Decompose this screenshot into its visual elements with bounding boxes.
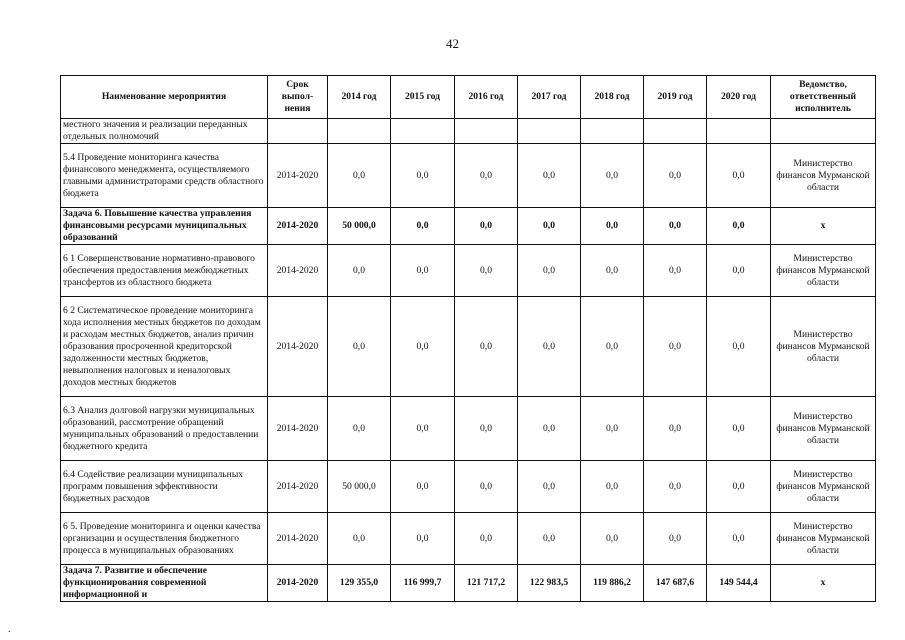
row-value: 0,0 — [581, 245, 644, 297]
row-value: 0,0 — [328, 397, 391, 461]
row-name: Задача 6. Повышение качества управления финансовыми ресурсами муниципальных образований — [61, 208, 268, 245]
row-name: местного значения и реализации переданных отдельных полномочий — [61, 119, 268, 144]
row-value — [518, 119, 581, 144]
row-value: 0,0 — [328, 513, 391, 565]
header-agency: Ведомство, ответственный исполнитель — [771, 76, 876, 119]
row-value: 0,0 — [391, 461, 455, 513]
row-value: 0,0 — [644, 513, 707, 565]
row-value: 0,0 — [391, 297, 455, 397]
table-row — [61, 513, 876, 565]
table-row — [61, 245, 876, 297]
table-row — [61, 208, 876, 245]
row-value: 122 983,5 — [518, 565, 581, 602]
row-value: 0,0 — [581, 397, 644, 461]
row-name: 6 1 Совершенствование нормативно-правового обеспечения предоставления межбюджетных трансфертов из областного бюджета — [61, 245, 268, 297]
row-value: 0,0 — [455, 297, 518, 397]
row-period — [268, 119, 328, 144]
row-period: 2014-2020 — [268, 513, 328, 565]
header-year: 2014 год — [328, 76, 391, 119]
row-value: 0,0 — [391, 397, 455, 461]
row-value: 129 355,0 — [328, 565, 391, 602]
page-number: 42 — [446, 36, 459, 51]
row-value: 0,0 — [707, 208, 771, 245]
row-value: 0,0 — [455, 513, 518, 565]
row-value: 121 717,2 — [455, 565, 518, 602]
row-value: 0,0 — [644, 245, 707, 297]
row-value: 0,0 — [644, 461, 707, 513]
row-value: 0,0 — [518, 513, 581, 565]
row-agency — [771, 119, 876, 144]
table-row — [61, 565, 876, 602]
table-row — [61, 119, 876, 144]
table-row — [61, 397, 876, 461]
header-period: Срок выпол-нения — [268, 76, 328, 119]
row-agency: Министерство финансов Мурманской области — [771, 397, 876, 461]
row-value: 0,0 — [518, 397, 581, 461]
row-value: 0,0 — [455, 397, 518, 461]
row-value: 0,0 — [644, 297, 707, 397]
row-name: Задача 7. Развитие и обеспечение функционирования современной информационной и — [61, 565, 268, 602]
row-value: 50 000,0 — [328, 461, 391, 513]
row-period: 2014-2020 — [268, 208, 328, 245]
row-value: 0,0 — [707, 144, 771, 208]
stray-mark: . — [8, 624, 11, 635]
row-value: 147 687,6 — [644, 565, 707, 602]
row-name: 6 5. Проведение мониторинга и оценки качества организации и осуществления бюджетного процесса в муниципальных образованиях — [61, 513, 268, 565]
row-agency: Министерство финансов Мурманской области — [771, 513, 876, 565]
row-value: 0,0 — [707, 397, 771, 461]
row-value: 0,0 — [707, 245, 771, 297]
row-value — [644, 119, 707, 144]
row-value: 0,0 — [518, 297, 581, 397]
row-name: 5.4 Проведение мониторинга качества финансового менеджмента, осуществляемого главными администраторами средств областного бюджета — [61, 144, 268, 208]
header-year: 2019 год — [644, 76, 707, 119]
row-value — [328, 119, 391, 144]
row-value: 149 544,4 — [707, 565, 771, 602]
row-value: 50 000,0 — [328, 208, 391, 245]
header-year: 2018 год — [581, 76, 644, 119]
row-value: 0,0 — [518, 461, 581, 513]
header-year: 2016 год — [455, 76, 518, 119]
row-agency: х — [771, 208, 876, 245]
row-value: 0,0 — [644, 208, 707, 245]
row-value: 0,0 — [328, 297, 391, 397]
header-name: Наименование мероприятия — [61, 76, 268, 119]
row-value: 0,0 — [391, 144, 455, 208]
row-period: 2014-2020 — [268, 144, 328, 208]
row-value — [581, 119, 644, 144]
row-value: 0,0 — [455, 144, 518, 208]
row-period: 2014-2020 — [268, 297, 328, 397]
row-value: 0,0 — [707, 513, 771, 565]
row-value: 0,0 — [518, 208, 581, 245]
row-value: 0,0 — [391, 208, 455, 245]
row-value: 0,0 — [581, 208, 644, 245]
row-value: 0,0 — [644, 144, 707, 208]
row-value: 0,0 — [455, 461, 518, 513]
row-value: 0,0 — [455, 245, 518, 297]
header-year: 2020 год — [707, 76, 771, 119]
row-value: 0,0 — [391, 513, 455, 565]
row-value: 0,0 — [707, 461, 771, 513]
row-agency: Министерство финансов Мурманской области — [771, 297, 876, 397]
table-row — [61, 144, 876, 208]
header-row — [61, 76, 876, 119]
row-agency: Министерство финансов Мурманской области — [771, 461, 876, 513]
row-name: 6 2 Систематическое проведение мониторинга хода исполнения местных бюджетов по доходам и расходам местных бюджетов, анализ причин образования просроченной кредиторской задолженности местных бюджетов, невыполнения налоговых и неналоговых доходов местных бюджетов — [61, 297, 268, 397]
row-value: 0,0 — [518, 245, 581, 297]
row-value — [391, 119, 455, 144]
row-period: 2014-2020 — [268, 397, 328, 461]
row-value: 0,0 — [581, 461, 644, 513]
row-name: 6.3 Анализ долговой нагрузки муниципальных образований, рассмотрение обращений муниципальных образований о предоставлении бюджетного кредита — [61, 397, 268, 461]
row-value: 0,0 — [391, 245, 455, 297]
row-value: 0,0 — [518, 144, 581, 208]
row-value: 0,0 — [707, 297, 771, 397]
program-table — [60, 75, 876, 602]
row-agency: Министерство финансов Мурманской области — [771, 144, 876, 208]
row-value: 0,0 — [581, 144, 644, 208]
row-name: 6.4 Содействие реализации муниципальных программ повышения эффективности бюджетных расходов — [61, 461, 268, 513]
row-value: 119 886,2 — [581, 565, 644, 602]
row-period: 2014-2020 — [268, 245, 328, 297]
row-value: 0,0 — [581, 297, 644, 397]
table-row — [61, 297, 876, 397]
table-row — [61, 461, 876, 513]
row-value: 0,0 — [328, 144, 391, 208]
row-value: 0,0 — [455, 208, 518, 245]
row-agency: Министерство финансов Мурманской области — [771, 245, 876, 297]
row-value — [707, 119, 771, 144]
row-value: 0,0 — [328, 245, 391, 297]
row-agency: х — [771, 565, 876, 602]
header-year: 2015 год — [391, 76, 455, 119]
row-value — [455, 119, 518, 144]
row-value: 0,0 — [581, 513, 644, 565]
row-value: 116 999,7 — [391, 565, 455, 602]
row-period: 2014-2020 — [268, 461, 328, 513]
header-year: 2017 год — [518, 76, 581, 119]
row-value: 0,0 — [644, 397, 707, 461]
row-period: 2014-2020 — [268, 565, 328, 602]
